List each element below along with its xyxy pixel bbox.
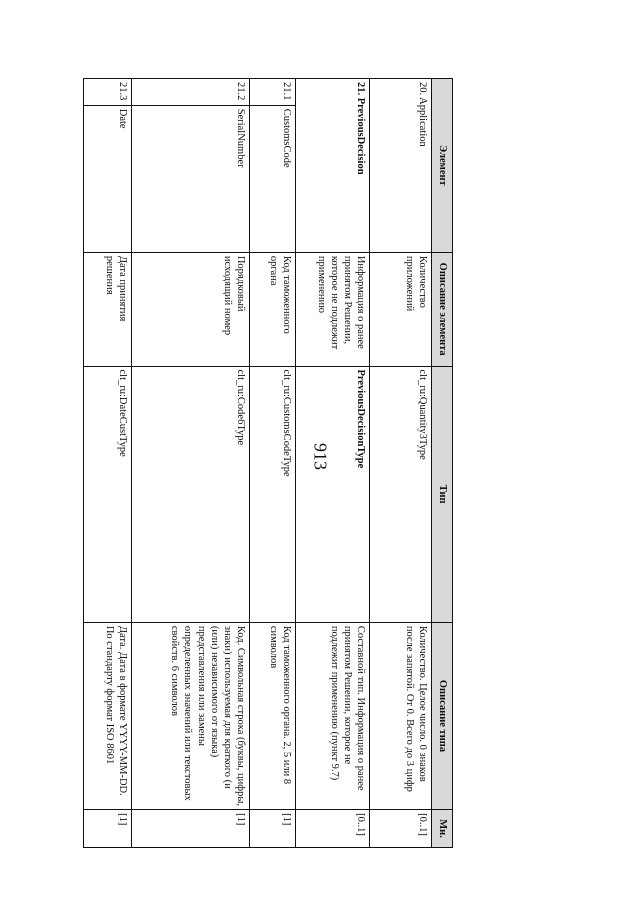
row-element: CustomsCode — [250, 105, 296, 252]
row-num: 21.1 — [250, 79, 296, 106]
row-type-desc: Код. Символьная строка (буквы, цифры, знаки) используемая для краткого (и (или) независимого от языка) представления или замены определенных значений или текстовых свойств. 6 символов — [132, 622, 250, 809]
header-element-desc: Описание элемента — [432, 252, 453, 366]
row-mn: [0..1] — [370, 810, 432, 848]
row-element: PreviousDecision — [355, 97, 366, 175]
row-type: PreviousDecisionType — [296, 366, 370, 622]
row-element-desc: Информация о ранее принятом Решении, которое не подлежит применению — [296, 252, 370, 366]
table-row — [84, 79, 132, 848]
header-element: Элемент — [432, 79, 453, 253]
row-element-desc: Дата принятия решения — [84, 252, 132, 366]
table-header-row — [432, 79, 453, 848]
row-type-desc: Код таможенного органа. 2, 5 или 8 символов — [250, 622, 296, 809]
row-mn: [1] — [132, 810, 250, 848]
header-type: Тип — [432, 366, 453, 622]
row-mn: [0..1] — [296, 810, 370, 848]
row-num: 20. — [417, 82, 428, 96]
row-element-cell — [370, 79, 432, 253]
row-type: clt_ru:DateCustType — [84, 366, 132, 622]
page-number: 913 — [310, 443, 331, 470]
row-element: Application — [417, 97, 428, 147]
row-num: 21. — [355, 82, 366, 96]
table-row — [250, 79, 296, 848]
row-type: clt_ru:Quantity3Type — [370, 366, 432, 622]
table-row — [296, 79, 370, 848]
row-type-desc: Составной тип. Информация о ранее принятом Решении, которое не подлежит применению (пункт 9.7) — [296, 622, 370, 809]
row-type: clt_ru:CustomsCodeType — [250, 366, 296, 622]
row-element-desc: Количество приложений — [370, 252, 432, 366]
row-mn: [1] — [250, 810, 296, 848]
row-element-desc: Код таможенного органа — [250, 252, 296, 366]
row-type: clt_ru:Code6Type — [132, 366, 250, 622]
row-element-desc: Порядковый исходящий номер — [132, 252, 250, 366]
row-element-cell — [296, 79, 370, 253]
table-container — [83, 78, 453, 848]
row-type-desc: Дата. Дата в формате YYYY-MM-DD. По стандарту формат ISO 8601 — [84, 622, 132, 809]
schema-table — [83, 78, 453, 848]
row-element: SerialNumber — [132, 105, 250, 252]
table-row — [370, 79, 432, 848]
table-row — [132, 79, 250, 848]
rotated-table-wrapper — [83, 78, 453, 848]
row-num: 21.3 — [84, 79, 132, 106]
header-type-desc: Описание типа — [432, 622, 453, 809]
row-mn: [1] — [84, 810, 132, 848]
row-type-desc: Количество. Целое число. 0 знаков после запятой. От 0. Всего до 3 цифр — [370, 622, 432, 809]
row-num: 21.2 — [132, 79, 250, 106]
row-element: Date — [84, 105, 132, 252]
header-mn: Мн. — [432, 810, 453, 848]
